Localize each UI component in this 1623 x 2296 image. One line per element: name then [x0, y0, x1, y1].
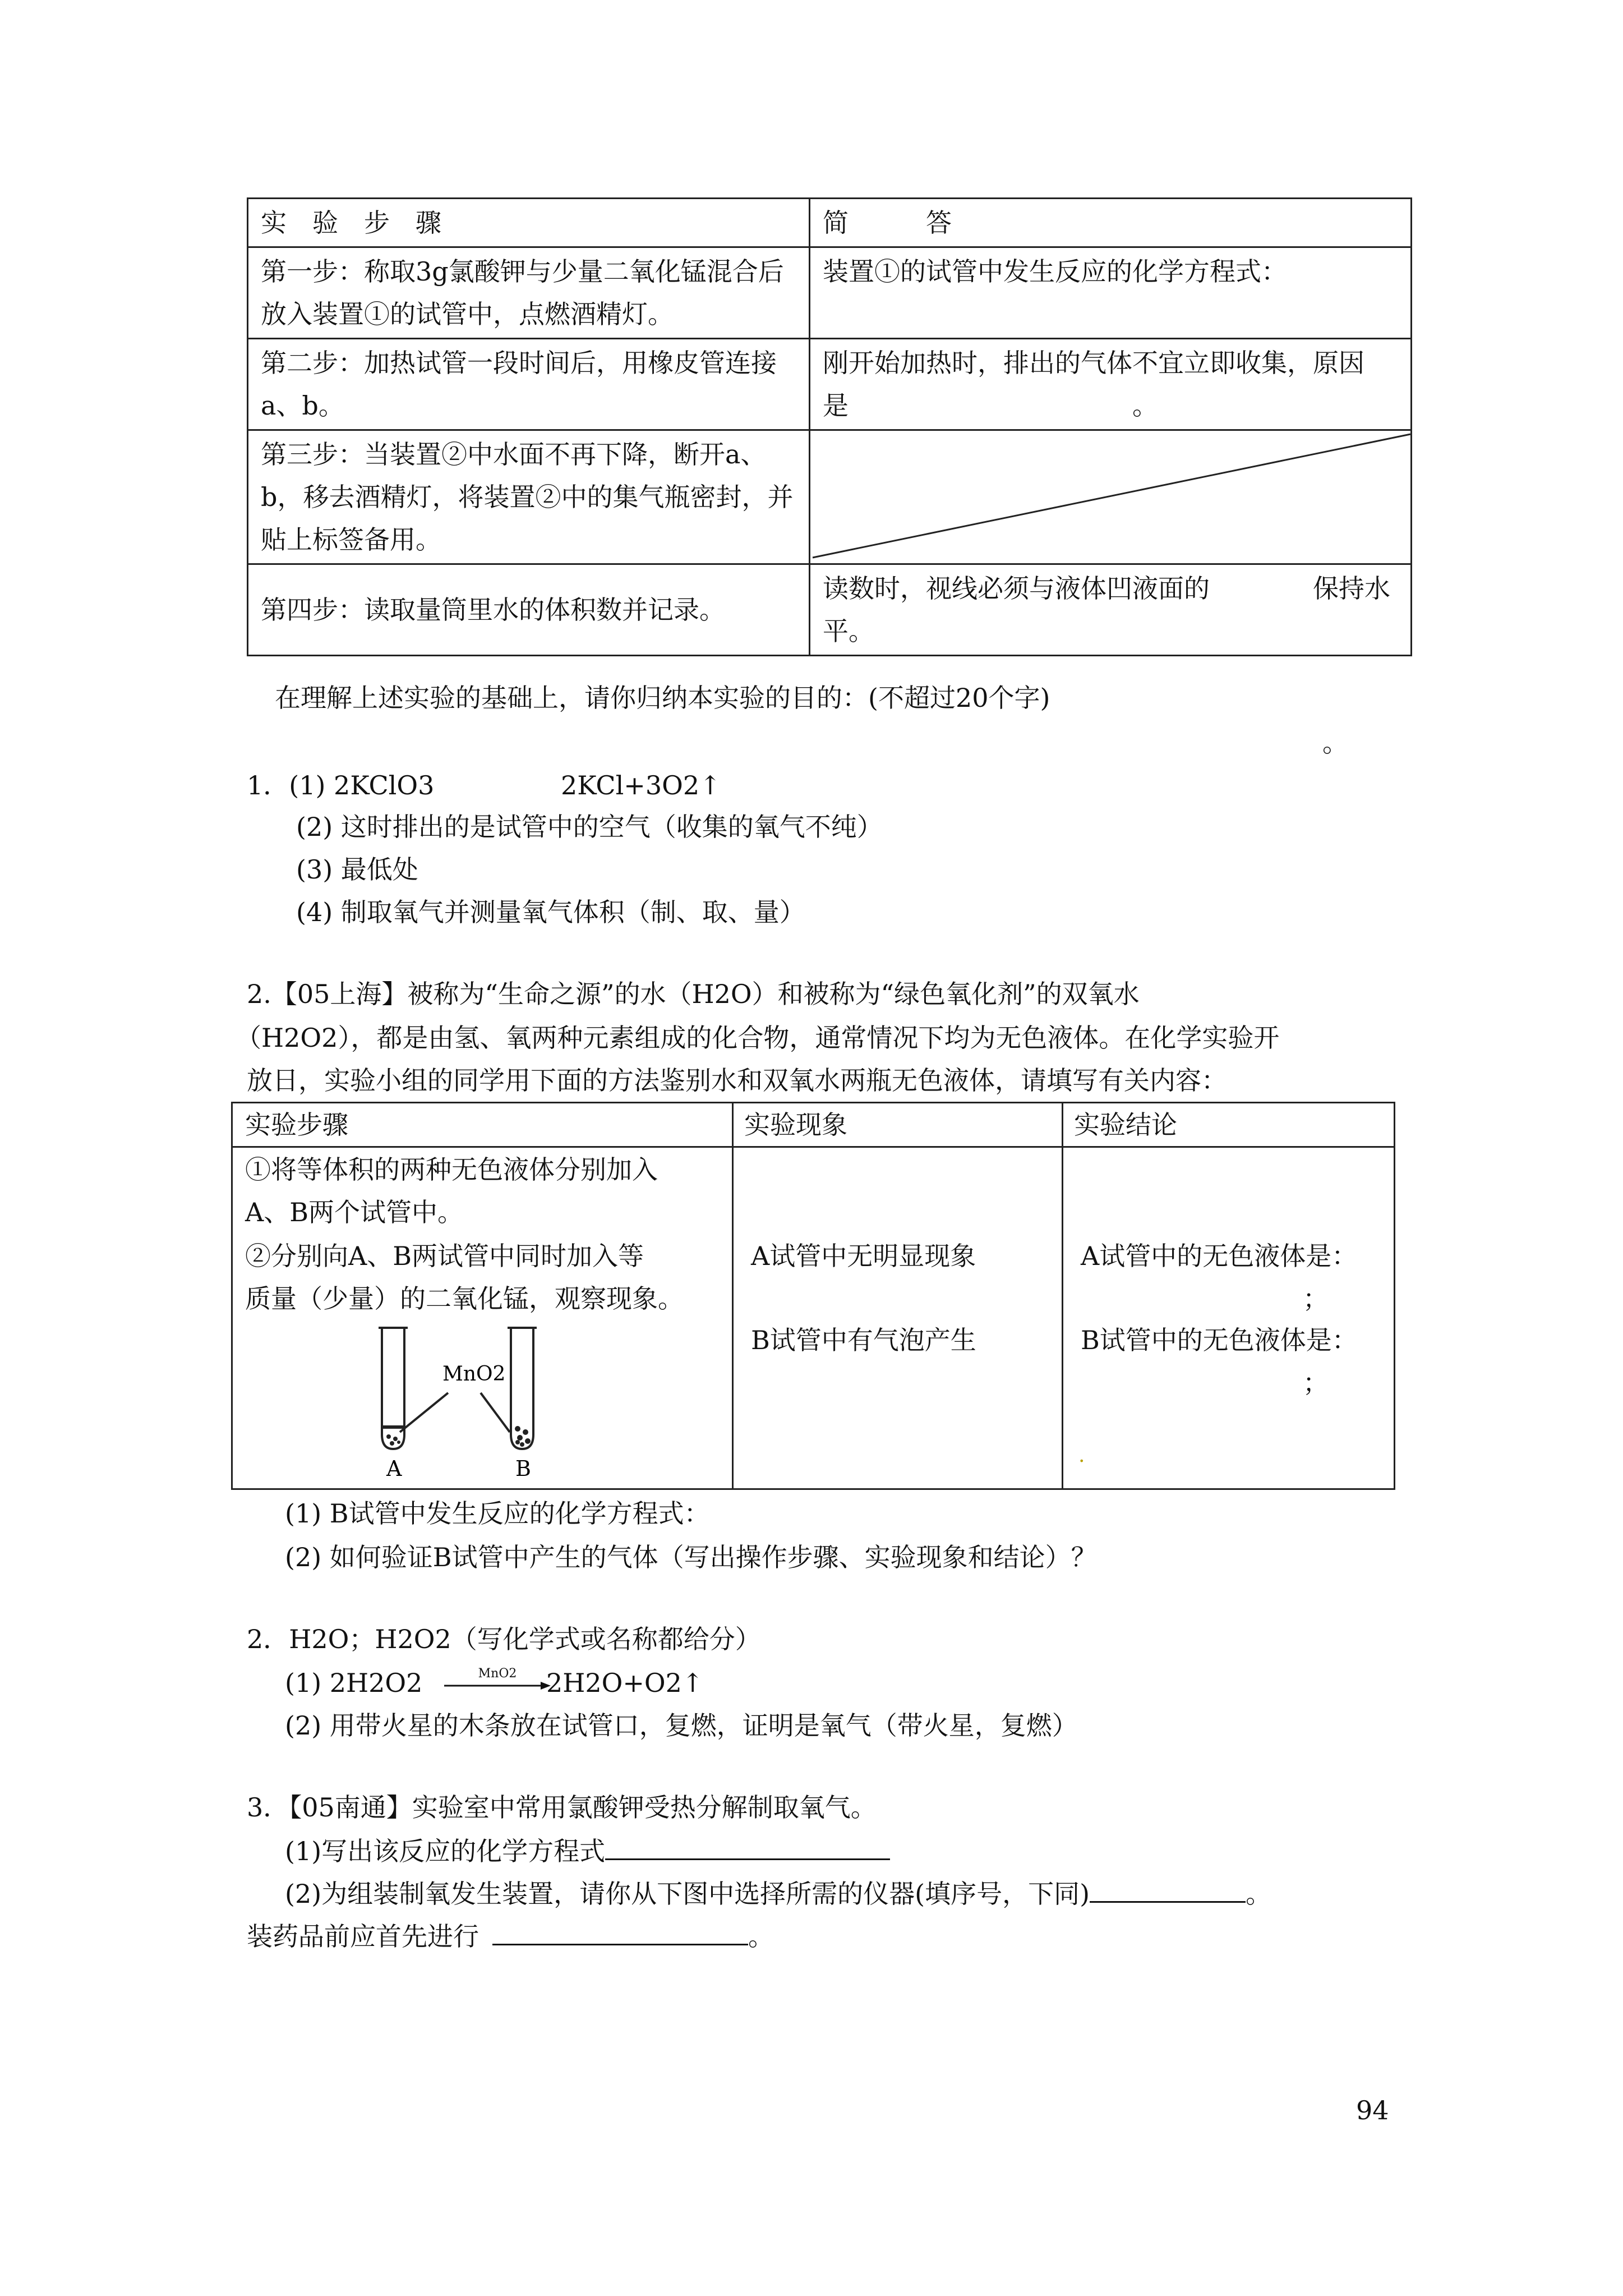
q3-sub-2-end: 。: [1246, 1879, 1272, 1909]
q3-sub-3-end: 。: [748, 1921, 774, 1952]
table2-header-conclusion: 实验结论: [1074, 1110, 1177, 1140]
q3-sub-2-text: (2)为组装制氧发生装置，请你从下图中选择所需的仪器(填序号，下同): [285, 1879, 1090, 1909]
table2-step-line-4: 质量（少量）的二氧化锰，观察现象。: [245, 1283, 684, 1314]
q2-line-1: 2.【05上海】被称为“生命之源”的水（H2O）和被称为“绿色氧化剂”的双氧水: [247, 979, 1140, 1009]
table1-step-2: 第二步：加热试管一段时间后，用橡皮管连接a、b。: [248, 339, 810, 430]
table2-step-line-1: ①将等体积的两种无色液体分别加入: [245, 1154, 658, 1185]
answer2-head: 2．H2O；H2O2（写化学式或名称都给分）: [247, 1624, 761, 1654]
table2-observation-b: B试管中有气泡产生: [751, 1325, 976, 1355]
table2-conclusion-a: A试管中的无色液体是：: [1081, 1241, 1358, 1271]
tube-b-label: B: [515, 1456, 531, 1479]
table2-step-line-2: A、B两个试管中。: [245, 1197, 464, 1227]
table1-answer-2: 刚开始加热时，排出的气体不宜立即收集，原因是 。: [809, 339, 1411, 430]
table1-step-1: 第一步：称取3g氯酸钾与少量二氧化锰混合后放入装置①的试管中，点燃酒精灯。: [248, 247, 810, 339]
answer1-line-3: (3) 最低处: [296, 854, 418, 885]
answer1-line-4: (4) 制取氧气并测量氧气体积（制、取、量）: [296, 897, 805, 927]
test-tubes-figure: [371, 1322, 573, 1479]
q3-sub-3: [247, 1915, 774, 1958]
table1-step-4: 第四步：读取量筒里水的体积数并记录。: [248, 564, 810, 656]
reaction-arrow-icon: [444, 1681, 551, 1691]
table2-conclusion-b-semicolon: ；: [1303, 1368, 1329, 1398]
mno2-label: MnO2: [442, 1363, 506, 1386]
table1-step-3: 第三步：当装置②中水面不再下降，断开a、b，移去酒精灯，将装置②中的集气瓶密封，并贴上标签备用。: [248, 430, 810, 564]
experiment-table-2: [231, 1102, 1395, 1490]
answer1-product: 2KCl+3O2↑: [561, 770, 721, 800]
q3-sub-1: [285, 1830, 890, 1872]
summary-prompt: 在理解上述实验的基础上，请你归纳本实验的目的：(不超过20个字): [275, 683, 1050, 713]
page-number: 94: [1356, 2095, 1389, 2125]
q2-sub-2: (2) 如何验证B试管中产生的气体（写出操作步骤、实验现象和结论）？: [285, 1542, 1097, 1572]
table2-conclusion-b: B试管中的无色液体是：: [1081, 1325, 1358, 1355]
table2-header-observation: 实验现象: [744, 1110, 847, 1140]
q3-head: 3．【05南通】实验室中常用氯酸钾受热分解制取氧气。: [247, 1792, 877, 1823]
answer2-eq-right: 2H2O+O2↑: [546, 1668, 704, 1698]
table2-observation-a: A试管中无明显现象: [751, 1241, 976, 1271]
reaction-condition-label: MnO2: [478, 1667, 517, 1681]
table1-answer-3: [809, 430, 1411, 564]
q3-answer-blank-2[interactable]: [1090, 1876, 1246, 1903]
table2-step-line-3: ②分别向A、B两试管中同时加入等: [245, 1241, 644, 1271]
table1-header-answers: 简 答: [809, 199, 1411, 247]
tube-a-label: A: [386, 1456, 402, 1479]
table2-conclusion-a-semicolon: ；: [1303, 1283, 1329, 1314]
q3-sub-1-text: (1)写出该反应的化学方程式: [285, 1836, 606, 1866]
summary-end: 。: [1322, 728, 1348, 758]
answer2-eq-left: (1) 2H2O2: [285, 1668, 423, 1698]
answer2-line-2: (2) 用带火星的木条放在试管口，复燃，证明是氧气（带火星，复燃）: [285, 1710, 1078, 1741]
table2-header-steps: 实验步骤: [245, 1110, 348, 1140]
diagonal-line: [810, 431, 1413, 561]
q3-answer-blank-3[interactable]: [492, 1919, 748, 1945]
table1-answer-4: 读数时，视线必须与液体凹液面的 保持水平。: [809, 564, 1411, 656]
answer1-line-2: (2) 这时排出的是试管中的空气（收集的氧气不纯）: [296, 812, 883, 842]
q3-sub-3-text: 装药品前应首先进行: [247, 1921, 479, 1952]
q2-line-3: 放日，实验小组的同学用下面的方法鉴别水和双氧水两瓶无色液体，请填写有关内容：: [247, 1065, 1227, 1096]
q2-sub-1: (1) B试管中发生反应的化学方程式：: [285, 1498, 710, 1529]
table2-col-divider-2: [1062, 1103, 1063, 1488]
q2-line-2: （H2O2），都是由氢、氧两种元素组成的化合物，通常情况下均为无色液体。在化学实验开: [236, 1023, 1280, 1053]
table2-header-divider: [233, 1146, 1394, 1148]
experiment-table-1: [247, 197, 1412, 656]
table1-header-steps: 实 验 步 骤: [248, 199, 810, 247]
table2-col-divider-1: [732, 1103, 734, 1488]
answer1-head: 1．(1) 2KClO3: [247, 770, 435, 800]
reaction-condition: [444, 1667, 551, 1690]
table1-answer-1: 装置①的试管中发生反应的化学方程式：: [809, 247, 1411, 339]
q3-answer-blank-1[interactable]: [605, 1834, 890, 1860]
table2-stray-dot: .: [1078, 1444, 1085, 1467]
q3-sub-2: [285, 1872, 1271, 1915]
